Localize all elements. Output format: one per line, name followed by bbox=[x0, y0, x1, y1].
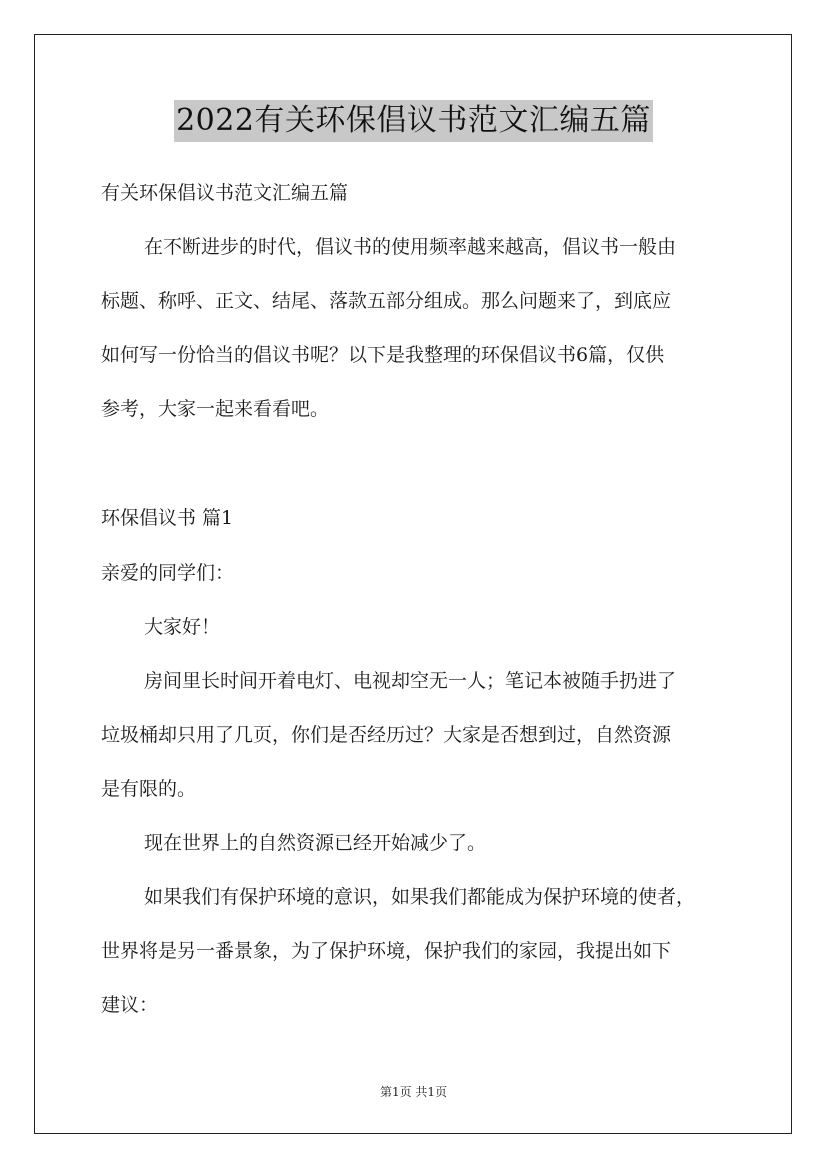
page-footer: 第1页 共1页 bbox=[379, 1085, 448, 1099]
title-container bbox=[0, 100, 827, 142]
body-line: 如果我们有保护环境的意识，如果我们都能成为保护环境的使者， bbox=[144, 886, 696, 908]
greeting: 大家好！ bbox=[144, 616, 221, 638]
body-line: 参考，大家一起来看看吧。 bbox=[101, 398, 330, 420]
body-line: 世界将是另一番景象，为了保护环境，保护我们的家园，我提出如下 bbox=[101, 940, 672, 962]
document-title: 2022有关环保倡议书范文汇编五篇 bbox=[174, 100, 653, 142]
salutation: 亲爱的同学们： bbox=[101, 562, 235, 584]
body-line: 是有限的。 bbox=[101, 778, 197, 800]
body-line: 现在世界上的自然资源已经开始减少了。 bbox=[144, 832, 487, 854]
body-line: 标题、称呼、正文、结尾、落款五部分组成。那么问题来了，到底应 bbox=[101, 290, 672, 312]
body-line: 如何写一份恰当的倡议书呢？以下是我整理的环保倡议书6篇，仅供 bbox=[101, 344, 665, 366]
body-line: 垃圾桶却只用了几页，你们是否经历过？大家是否想到过，自然资源 bbox=[101, 724, 672, 746]
section-heading: 环保倡议书 篇1 bbox=[101, 507, 234, 529]
body-line: 房间里长时间开着电灯、电视却空无一人；笔记本被随手扔进了 bbox=[144, 670, 677, 692]
body-line: 建议： bbox=[101, 994, 159, 1016]
body-line: 有关环保倡议书范文汇编五篇 bbox=[101, 182, 349, 204]
body-line: 在不断进步的时代，倡议书的使用频率越来越高，倡议书一般由 bbox=[144, 236, 677, 258]
